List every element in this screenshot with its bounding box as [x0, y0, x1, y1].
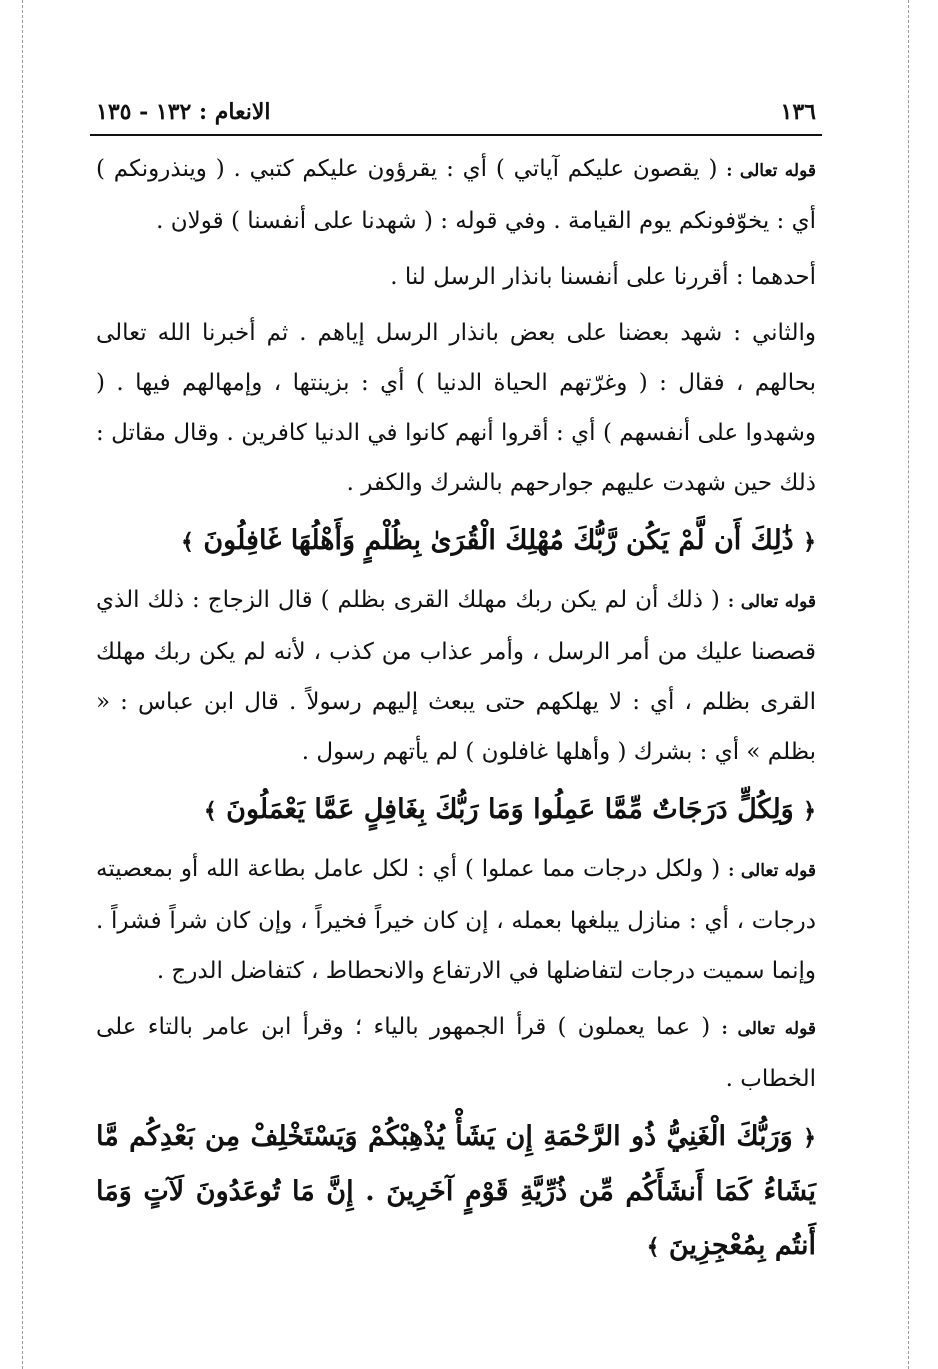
commentary-paragraph	[96, 252, 816, 302]
book-page	[96, 92, 816, 1280]
paragraph-text: ( ولكل درجات مما عملوا ) أي : لكل عامل بطاعة الله أو بمعصيته درجات ، أي : منازل يبلغها بعمله ، إن كان خيراً فخيراً ، وإن كان شراً فشراً . وإنما سميت درجات لتفاضلها في الارتفاع والانحطاط ، كتفاضل الدرج .	[96, 856, 816, 984]
verse-close-bracket: ﴾	[203, 798, 217, 824]
paragraph-text: ( يقصون عليكم آياتي ) أي : يقرؤون عليكم كتبي . ( وينذرونكم ) أي : يخوّفونكم يوم القيامة . وفي قوله : ( شهدنا على أنفسنا ) قولان .	[96, 156, 816, 234]
right-margin-guide	[908, 0, 909, 1369]
paragraph-lead: قوله تعالى :	[726, 161, 816, 181]
paragraph-text: والثاني : شهد بعضنا على بعض بانذار الرسل إياهم . ثم أخبرنا الله تعالى بحالهم ، فقال : ( وغرّتهم الحياة الدنيا ) أي : بزينتها ، وإمهالهم فيها . ( وشهدوا على أنفسهم ) أي : أقروا أنهم كانوا في الدنيا كافرين . وقال مقاتل : ذلك حين شهدت عليهم جوارحهم بالشرك والكفر .	[96, 320, 816, 496]
verse-text: وَرَبُّكَ الْغَنِيُّ ذُو الرَّحْمَةِ إِن يَشَأْ يُذْهِبْكُمْ وَيَسْتَخْلِفْ مِن بَعْدِكُم مَّا يَشَاءُ كَمَا أَنشَأَكُم مِّن ذُرِّيَّةِ قَوْمٍ آخَرِينَ . إِنَّ مَا تُوعَدُونَ لَآتٍ وَمَا أَنتُم بِمُعْجِزِينَ	[96, 1121, 816, 1261]
verse-open-bracket: ﴿	[803, 798, 816, 824]
page-body	[96, 144, 816, 1274]
quran-verse	[96, 783, 816, 838]
verse-close-bracket: ﴾	[181, 529, 194, 555]
paragraph-lead: قوله تعالى :	[728, 861, 817, 881]
paragraph-lead: قوله تعالى :	[727, 592, 816, 612]
verse-close-bracket: ﴾	[646, 1234, 660, 1260]
verse-text: ذَٰلِكَ أَن لَّمْ يَكُن رَّبُّكَ مُهْلِكَ الْقُرَىٰ بِظُلْمٍ وَأَهْلُهَا غَافِلُونَ	[203, 525, 794, 556]
chapter-title: الانعام : ١٣٢ - ١٣٥	[96, 99, 271, 125]
paragraph-text: ( ذلك أن لم يكن ربك مهلك القرى بظلم ) قال الزجاج : ذلك الذي قصصنا عليك من أمر الرسل ، وأمر عذاب من كذب ، لأنه لم يكن ربك مهلك القرى بظلم ، أي : لا يهلكهم حتى يبعث إليهم رسولاً . قال ابن عباس : « بظلم » أي : بشرك ( وأهلها غافلون ) لم يأتهم رسول .	[96, 587, 816, 765]
quran-verse	[96, 1110, 816, 1274]
verse-open-bracket: ﴿	[803, 1125, 816, 1151]
commentary-paragraph	[96, 575, 816, 777]
commentary-paragraph	[96, 1002, 816, 1104]
header-rule	[90, 134, 822, 136]
paragraph-text: أحدهما : أقررنا على أنفسنا بانذار الرسل لنا .	[390, 264, 816, 290]
quran-verse	[96, 514, 816, 569]
commentary-paragraph	[96, 844, 816, 996]
left-margin-guide	[22, 0, 23, 1369]
verse-open-bracket: ﴿	[803, 529, 816, 555]
paragraph-text: ( عما يعملون ) قرأ الجمهور بالياء ؛ وقرأ ابن عامر بالتاء على الخطاب .	[96, 1014, 816, 1092]
page-number: ١٣٦	[780, 99, 816, 125]
commentary-paragraph	[96, 308, 816, 508]
running-header	[96, 92, 816, 132]
verse-text: وَلِكُلٍّ دَرَجَاتٌ مِّمَّا عَمِلُوا وَمَا رَبُّكَ بِغَافِلٍ عَمَّا يَعْمَلُونَ	[226, 794, 794, 825]
paragraph-lead: قوله تعالى :	[721, 1019, 817, 1039]
commentary-paragraph	[96, 144, 816, 246]
